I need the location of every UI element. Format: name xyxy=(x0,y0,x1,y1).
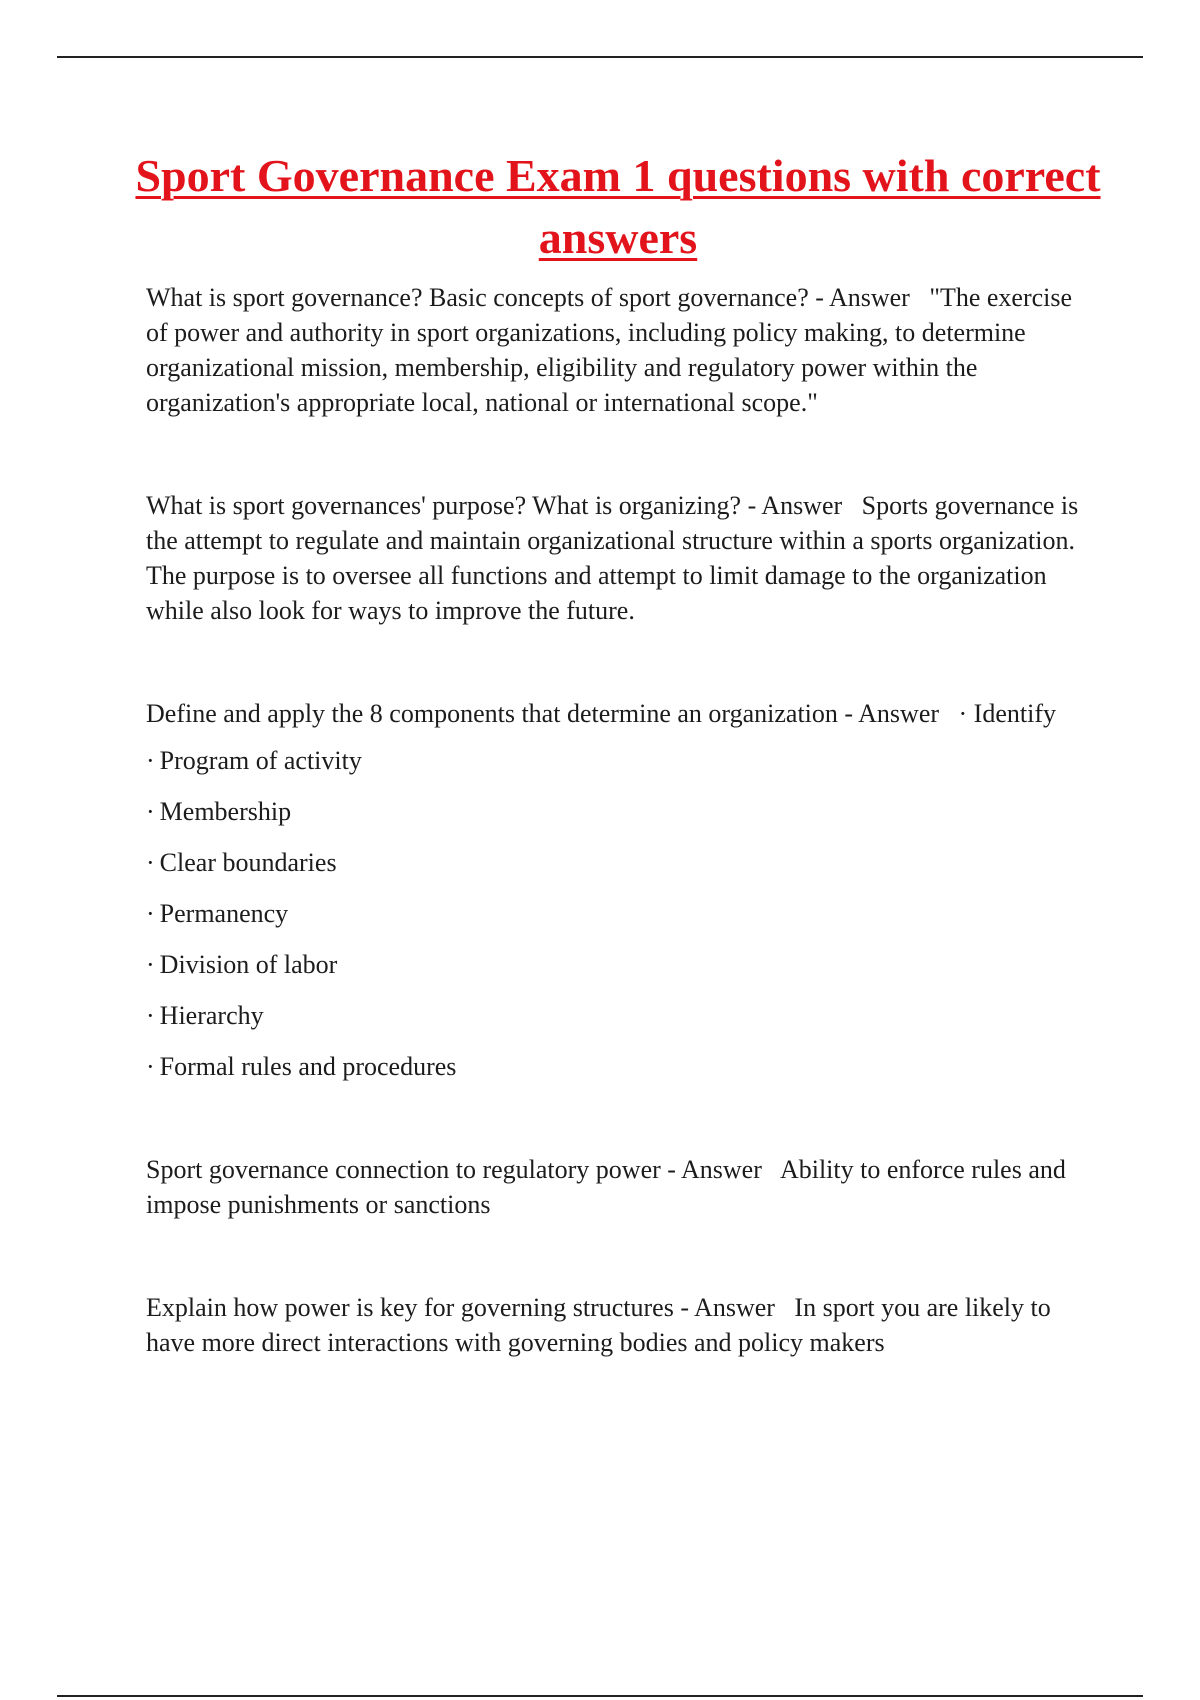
list-item-text: Formal rules and procedures xyxy=(159,1052,457,1081)
list-item xyxy=(146,845,1096,880)
question-text: Explain how power is key for governing structures xyxy=(146,1293,674,1322)
qa-item-1 xyxy=(146,280,1096,420)
answer-text: · Identify xyxy=(958,699,1056,728)
bullet: · xyxy=(146,848,155,877)
bullet: · xyxy=(146,797,155,826)
list-item-text: Hierarchy xyxy=(159,1001,264,1030)
list-item-text: Permanency xyxy=(159,899,289,928)
bullet: · xyxy=(146,746,155,775)
answer-separator: - Answer xyxy=(808,283,930,312)
bullet: · xyxy=(146,950,155,979)
answer-separator: - Answer xyxy=(660,1155,780,1184)
document-title: Sport Governance Exam 1 questions with correct answers xyxy=(135,150,1101,263)
answer-separator: - Answer xyxy=(837,699,959,728)
question-text: Define and apply the 8 components that determine an organization xyxy=(146,699,838,728)
bullet: · xyxy=(146,1001,155,1030)
qa-item-4 xyxy=(146,1152,1096,1222)
list-item-text: Program of activity xyxy=(159,746,362,775)
list-item xyxy=(146,998,1096,1033)
answer-separator: - Answer xyxy=(741,491,862,520)
answer-text: Sports governance is the attempt to regulate and maintain organizational structure within a sports organization. The purpose is to oversee all functions and attempt to limit damage to the organization while also look for ways to improve the future. xyxy=(146,491,1079,625)
list-item xyxy=(146,743,1096,778)
answer-text: Ability to enforce rules and impose punishments or sanctions xyxy=(146,1155,1066,1219)
bullet: · xyxy=(146,1052,155,1081)
components-list xyxy=(146,743,1096,1084)
list-item-text: Division of labor xyxy=(159,950,338,979)
list-item xyxy=(146,896,1096,931)
list-item xyxy=(146,947,1096,982)
top-rule xyxy=(57,56,1143,58)
qa-item-3-text xyxy=(146,696,1096,731)
answer-separator: - Answer xyxy=(673,1293,795,1322)
answer-text: In sport you are likely to have more direct interactions with governing bodies and policy makers xyxy=(146,1293,1051,1357)
list-item xyxy=(146,794,1096,829)
question-text: Sport governance connection to regulatory power xyxy=(146,1155,661,1184)
list-item xyxy=(146,1049,1096,1084)
bottom-rule xyxy=(57,1695,1143,1697)
question-text: What is sport governance? Basic concepts of sport governance? xyxy=(146,283,809,312)
list-item-text: Clear boundaries xyxy=(159,848,337,877)
document-body xyxy=(146,280,1096,1360)
qa-item-3 xyxy=(146,696,1096,1084)
list-item-text: Membership xyxy=(159,797,292,826)
answer-text: "The exercise of power and authority in sport organizations, including policy making, to determine organizational mission, membership, eligibility and regulatory power within the organization's appropriate local, national or international scope." xyxy=(146,283,1073,417)
qa-item-2 xyxy=(146,488,1096,628)
qa-item-5 xyxy=(146,1290,1096,1360)
question-text: What is sport governances' purpose? What is organizing? xyxy=(146,491,742,520)
bullet: · xyxy=(146,899,155,928)
